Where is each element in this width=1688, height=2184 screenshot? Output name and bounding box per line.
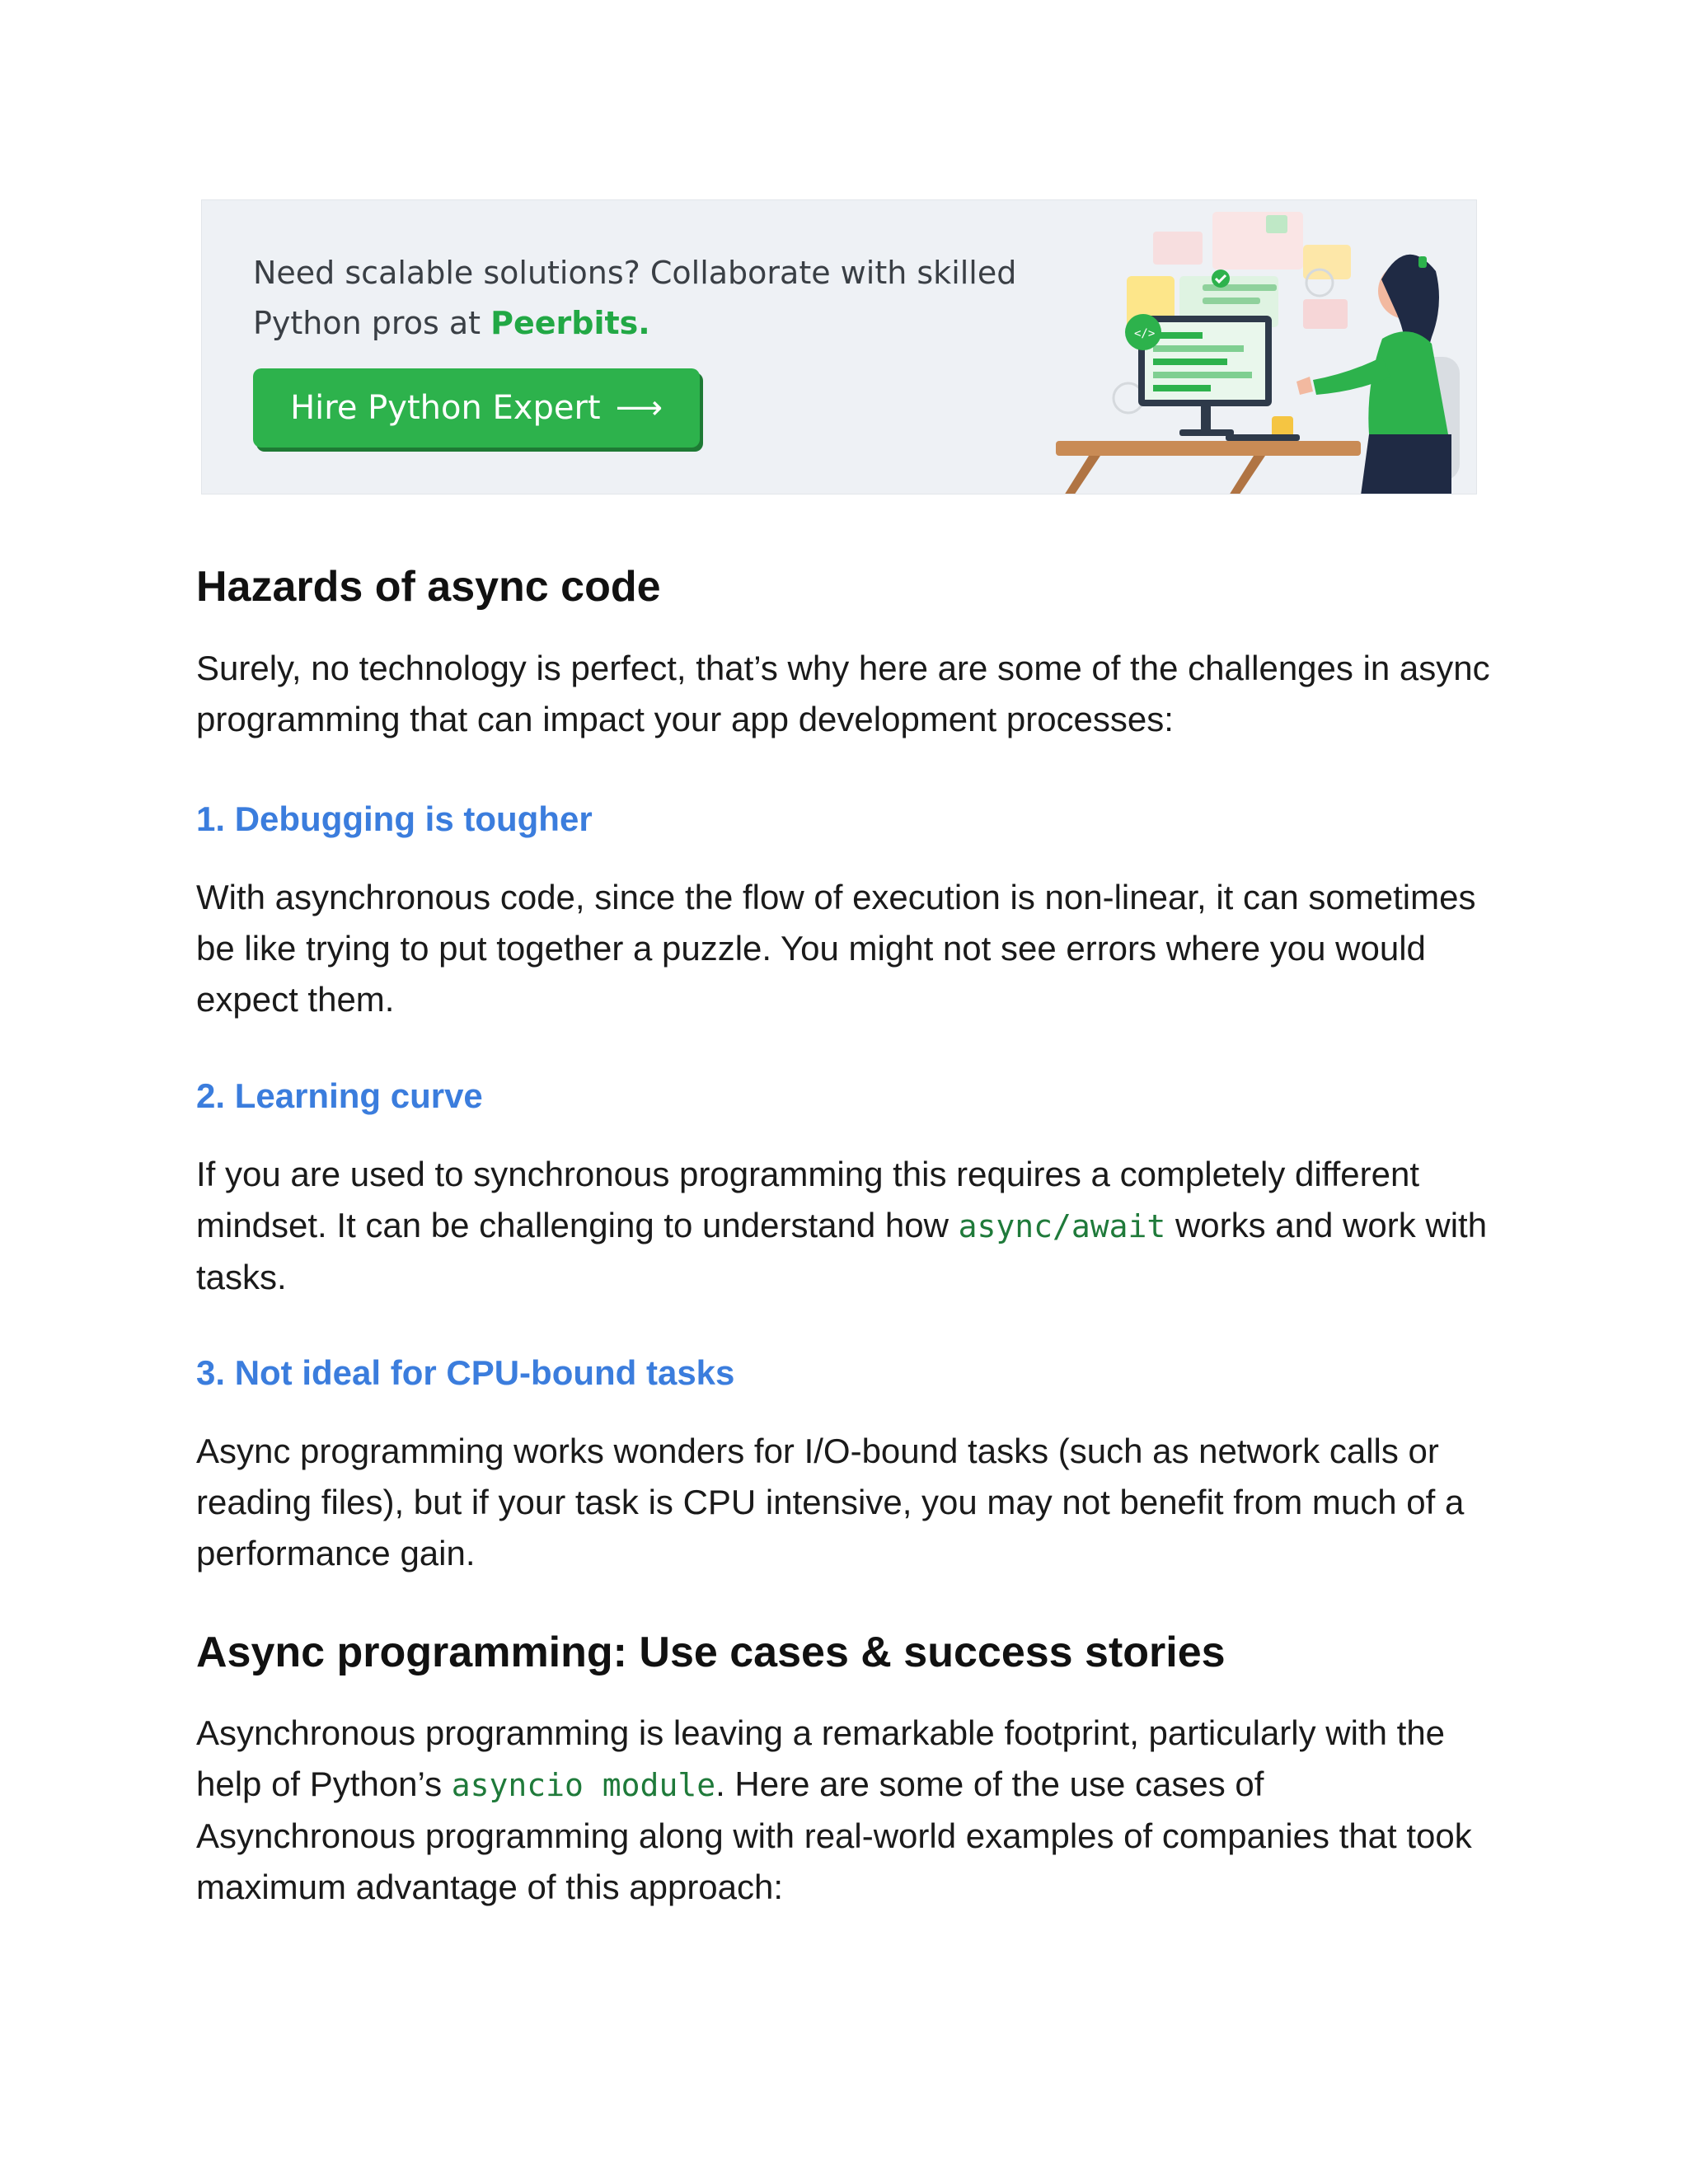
banner-line-2 — [253, 298, 1077, 349]
use-cases-text-before: Asynchronous programming is leaving a remarkable footprint, particularly with the help of Python’s — [196, 1713, 1446, 1803]
subheading-learning-curve: 2. Learning curve — [196, 1076, 483, 1115]
section-heading-hazards: Hazards of async code — [196, 563, 661, 611]
brand-name: Peerbits. — [490, 305, 650, 341]
banner-text — [253, 248, 1077, 349]
code-asyncio-module: asyncio module — [451, 1767, 716, 1803]
banner-line-1: Need scalable solutions? Collaborate with skilled — [253, 255, 1017, 291]
paragraph-use-cases — [196, 1708, 1490, 1913]
banner-line-2-prefix: Python pros at — [253, 305, 491, 341]
paragraph-cpu-bound: Async programming works wonders for I/O-bound tasks (such as network calls or reading files), but if your task is CPU intensive, you may not benefit from much of a performance gain. — [196, 1432, 1465, 1572]
arrow-right-icon: ⟶ — [615, 389, 663, 427]
paragraph-debugging: With asynchronous code, since the flow of execution is non-linear, it can sometimes be like trying to put together a puzzle. You might not see errors where you would expect them. — [196, 878, 1476, 1019]
svg-text:</>: </> — [1134, 327, 1156, 340]
subheading-cpu-bound: 3. Not ideal for CPU-bound tasks — [196, 1353, 735, 1392]
promo-banner — [201, 199, 1477, 494]
learning-curve-text-before: If you are used to synchronous programming this requires a completely different mindset. It can be challenging to understand how — [196, 1155, 1419, 1244]
developer-illustration — [1056, 200, 1477, 494]
section-heading-use-cases: Async programming: Use cases & success stories — [196, 1629, 1226, 1676]
paragraph-learning-curve — [196, 1149, 1490, 1303]
hire-python-expert-button[interactable] — [253, 368, 700, 448]
subheading-debugging: 1. Debugging is tougher — [196, 799, 593, 838]
learning-curve-text-after: works and work with tasks. — [196, 1206, 1488, 1296]
hire-button-label: Hire Python Expert — [290, 389, 601, 427]
use-cases-text-after: . Here are some of the use cases of Asynchronous programming along with real-world examples of companies that took maximum advantage of this approach: — [196, 1765, 1472, 1906]
code-async-await: async/await — [958, 1208, 1166, 1244]
section-intro: Surely, no technology is perfect, that’s why here are some of the challenges in async programming that can impact your app development processes: — [196, 649, 1490, 738]
